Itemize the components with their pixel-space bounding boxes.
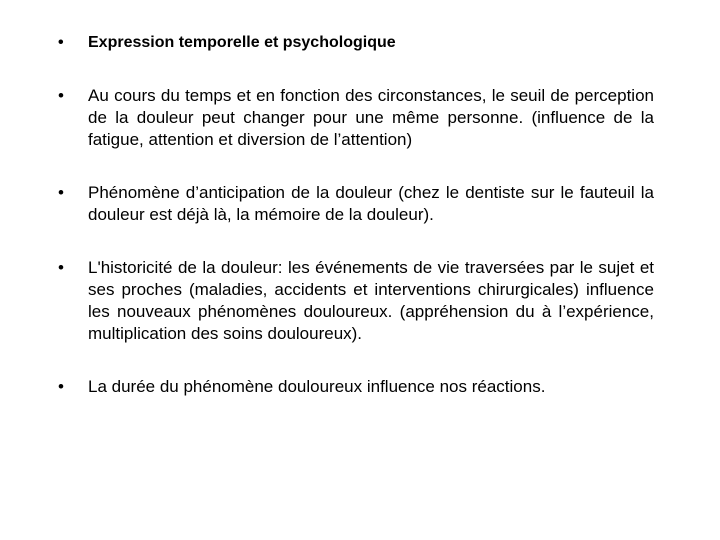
bullet-icon: •	[58, 86, 64, 105]
bullet-item-expression	[58, 32, 654, 54]
bullet-item-seuil	[58, 85, 654, 151]
bullet-icon: •	[58, 258, 64, 277]
bullet-text: Phénomène d’anticipation de la douleur (chez le dentiste sur le fauteuil la douleur est déjà là, la mémoire de la douleur).	[88, 183, 654, 224]
bullet-item-anticipation	[58, 182, 654, 226]
bullet-text: Expression temporelle et psychologique	[88, 34, 396, 51]
bullet-icon: •	[58, 183, 64, 202]
bullet-text: Au cours du temps et en fonction des circonstances, le seuil de perception de la douleur peut changer pour une même personne. (influence de la fatigue, attention et diversion de l’attention)	[88, 86, 654, 149]
bullet-text: L'historicité de la douleur: les événements de vie traversées par le sujet et ses proches (maladies, accidents et interventions chirurgicales) influence les nouveaux phénomènes douloureux. (appréhension du à l’expérience, multiplication des soins douloureux).	[88, 258, 654, 343]
bullet-icon: •	[58, 377, 64, 396]
bullet-text: La durée du phénomène douloureux influence nos réactions.	[88, 377, 546, 396]
bullet-item-historicite	[58, 257, 654, 345]
bullet-list	[58, 32, 654, 398]
bullet-icon: •	[58, 34, 64, 51]
bullet-item-duree	[58, 376, 654, 398]
